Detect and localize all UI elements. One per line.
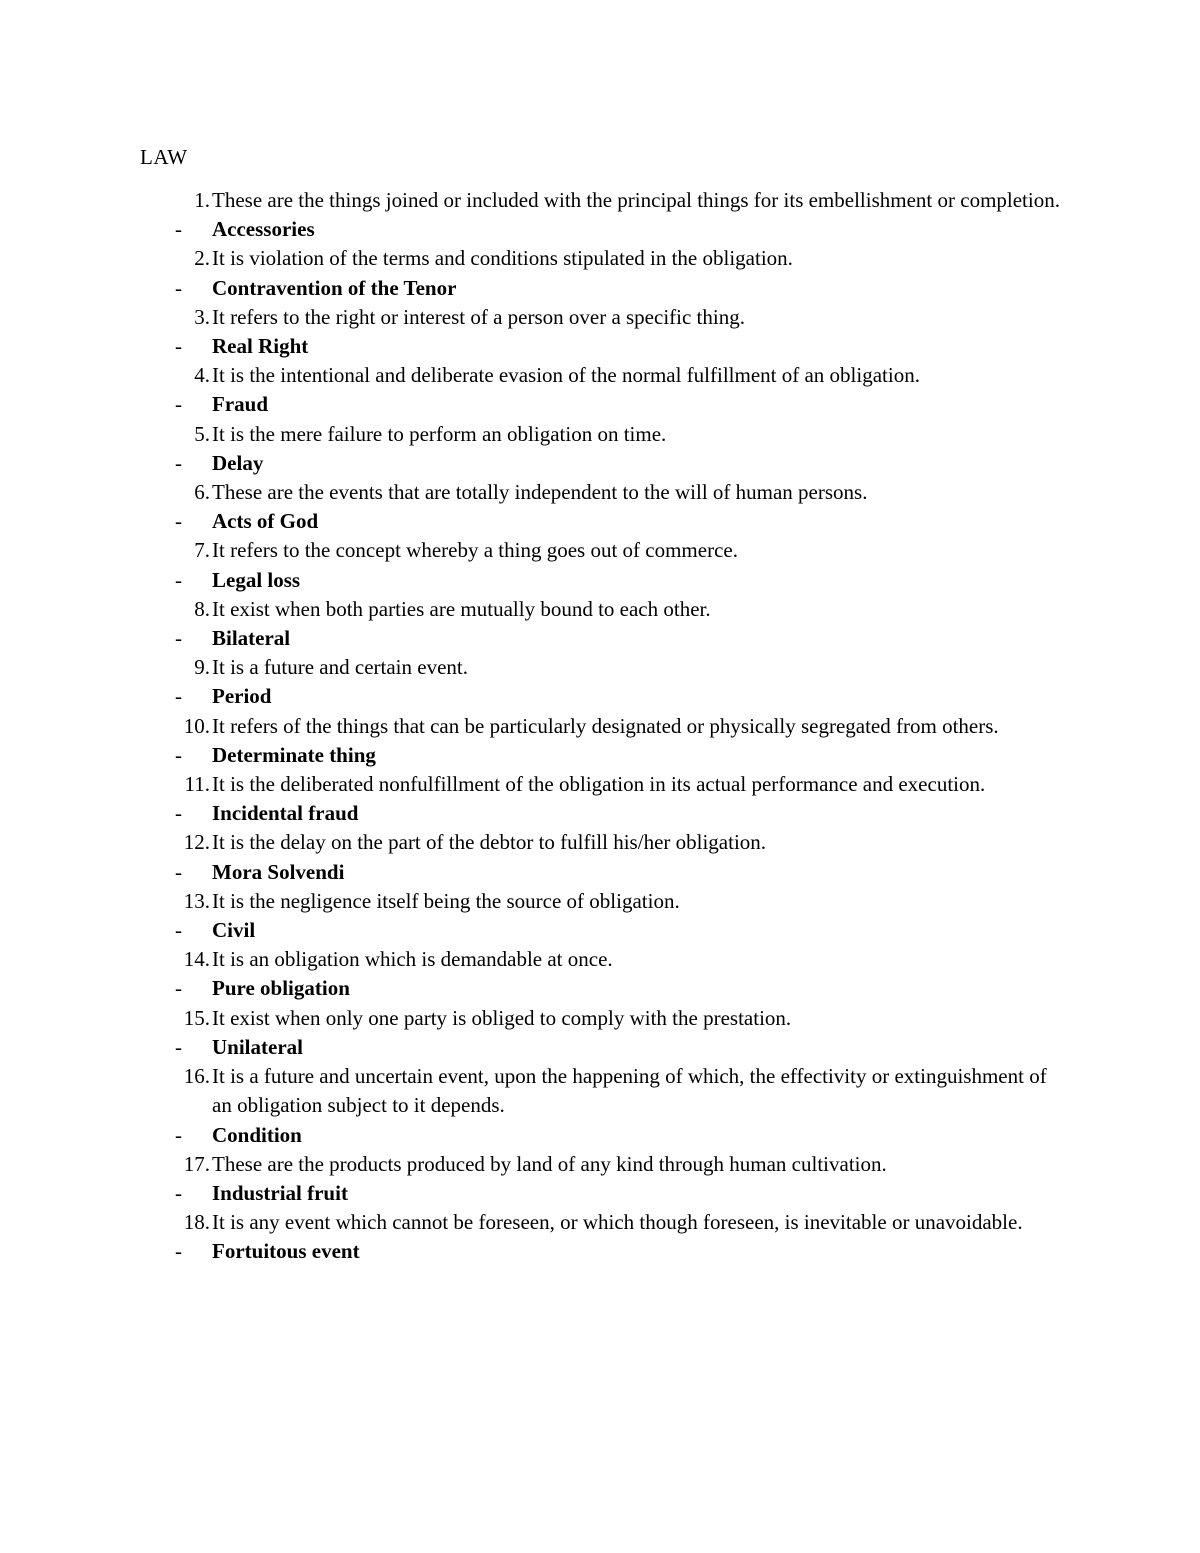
question-number bbox=[110, 186, 210, 215]
question-number bbox=[110, 1150, 210, 1179]
answer-dash: - bbox=[175, 509, 182, 534]
answer-item bbox=[140, 916, 1060, 945]
question-number bbox=[110, 595, 210, 624]
answer-item bbox=[140, 566, 1060, 595]
answer-item bbox=[140, 741, 1060, 770]
question-text: It is the delay on the part of the debtor to fulfill his/her obligation. bbox=[212, 830, 767, 855]
question-number-text: 15. bbox=[183, 1005, 210, 1030]
question-number-text: 7. bbox=[194, 538, 210, 563]
answer-dash: - bbox=[175, 1034, 182, 1059]
question-item bbox=[140, 1150, 1060, 1179]
question-number-text: 16. bbox=[183, 1064, 210, 1089]
question-text: It is a future and uncertain event, upon the happening of which, the effectivity or extinguishment of an obligation subject to it depends. bbox=[212, 1064, 1047, 1118]
question-number bbox=[110, 945, 210, 974]
question-item bbox=[140, 595, 1060, 624]
question-number-text: 1. bbox=[194, 188, 210, 212]
question-item bbox=[140, 478, 1060, 507]
question-number-text: 3. bbox=[194, 304, 210, 329]
answer-dash: - bbox=[175, 742, 182, 767]
answer-text: Real Right bbox=[212, 334, 309, 359]
question-number bbox=[110, 303, 210, 332]
answer-text: Fraud bbox=[212, 392, 269, 417]
question-number bbox=[110, 712, 210, 741]
answer-dash: - bbox=[175, 217, 182, 242]
question-number bbox=[110, 536, 210, 565]
question-item bbox=[140, 887, 1060, 916]
question-text: These are the products produced by land of any kind through human cultivation. bbox=[212, 1151, 887, 1176]
question-number-text: 12. bbox=[183, 830, 210, 855]
answer-text: Fortuitous event bbox=[212, 1239, 360, 1264]
question-number-text: 2. bbox=[194, 246, 210, 271]
answer-dash: - bbox=[175, 567, 182, 592]
answer-text: Accessories bbox=[212, 217, 315, 242]
answer-dash: - bbox=[175, 1180, 182, 1205]
question-text: It is the intentional and deliberate evasion of the normal fulfillment of an obligation. bbox=[212, 363, 920, 388]
question-number-text: 4. bbox=[194, 363, 210, 388]
question-text: It is the deliberated nonfulfillment of the obligation in its actual performance and execution. bbox=[212, 772, 986, 797]
answer-text: Pure obligation bbox=[212, 976, 350, 1001]
answer-text: Contravention of the Tenor bbox=[212, 275, 457, 300]
answer-dash: - bbox=[175, 684, 182, 709]
question-text: It is any event which cannot be foreseen, or which though foreseen, is inevitable or unavoidable. bbox=[212, 1210, 1023, 1235]
document-title: LAW bbox=[140, 145, 188, 169]
answer-item bbox=[140, 390, 1060, 419]
question-item bbox=[140, 1208, 1060, 1237]
answer-text: Mora Solvendi bbox=[212, 859, 345, 884]
question-number bbox=[110, 1062, 210, 1091]
answer-item bbox=[140, 215, 1060, 244]
answer-text: Incidental fraud bbox=[212, 801, 359, 826]
question-number-text: 13. bbox=[183, 888, 210, 913]
answer-item bbox=[140, 799, 1060, 828]
question-number-text: 9. bbox=[194, 655, 210, 680]
question-number-text: 18. bbox=[183, 1210, 210, 1235]
question-list bbox=[140, 186, 1060, 1267]
answer-item bbox=[140, 1033, 1060, 1062]
question-text: These are the events that are totally independent to the will of human persons. bbox=[212, 480, 868, 505]
answer-dash: - bbox=[175, 801, 182, 826]
answer-dash: - bbox=[175, 976, 182, 1001]
question-number bbox=[110, 361, 210, 390]
answer-item bbox=[140, 1237, 1060, 1266]
question-number bbox=[110, 770, 210, 799]
question-text: It exist when both parties are mutually bound to each other. bbox=[212, 596, 711, 621]
answer-text: Unilateral bbox=[212, 1034, 303, 1059]
question-item bbox=[140, 945, 1060, 974]
question-number-text: 14. bbox=[183, 947, 210, 972]
answer-item bbox=[140, 507, 1060, 536]
answer-item bbox=[140, 449, 1060, 478]
answer-text: Delay bbox=[212, 450, 264, 475]
answer-dash: - bbox=[175, 275, 182, 300]
answer-item bbox=[140, 624, 1060, 653]
answer-text: Period bbox=[212, 684, 272, 709]
question-item bbox=[140, 1004, 1060, 1033]
answer-text: Industrial fruit bbox=[212, 1180, 348, 1205]
question-number bbox=[110, 420, 210, 449]
answer-text: Condition bbox=[212, 1122, 302, 1147]
question-number-text: 5. bbox=[194, 421, 210, 446]
question-text: It refers to the concept whereby a thing goes out of commerce. bbox=[212, 538, 738, 563]
answer-dash: - bbox=[175, 392, 182, 417]
question-number bbox=[110, 828, 210, 857]
answer-text: Acts of God bbox=[212, 509, 319, 534]
question-number-text: 6. bbox=[194, 480, 210, 505]
answer-dash: - bbox=[175, 450, 182, 475]
question-number bbox=[110, 1004, 210, 1033]
question-item bbox=[140, 712, 1060, 741]
answer-item bbox=[140, 858, 1060, 887]
question-text: It refers to the right or interest of a person over a specific thing. bbox=[212, 304, 745, 329]
question-item bbox=[140, 186, 1060, 215]
question-text: It is the mere failure to perform an obligation on time. bbox=[212, 421, 667, 446]
question-number-text: 10. bbox=[183, 713, 210, 738]
answer-dash: - bbox=[175, 859, 182, 884]
question-text: These are the things joined or included with the principal things for its embellishment or completion. bbox=[212, 188, 1060, 212]
answer-item bbox=[140, 974, 1060, 1003]
question-text: It is a future and certain event. bbox=[212, 655, 468, 680]
question-text: It refers of the things that can be particularly designated or physically segregated from others. bbox=[212, 713, 999, 738]
question-item bbox=[140, 653, 1060, 682]
question-text: It is violation of the terms and conditions stipulated in the obligation. bbox=[212, 246, 793, 271]
question-number-text: 8. bbox=[194, 596, 210, 621]
answer-dash: - bbox=[175, 334, 182, 359]
question-item bbox=[140, 303, 1060, 332]
question-number bbox=[110, 653, 210, 682]
question-text: It is the negligence itself being the source of obligation. bbox=[212, 888, 680, 913]
question-number-text: 11. bbox=[184, 772, 210, 797]
answer-item bbox=[140, 682, 1060, 711]
question-number bbox=[110, 478, 210, 507]
answer-dash: - bbox=[175, 1239, 182, 1264]
question-number bbox=[110, 244, 210, 273]
question-text: It is an obligation which is demandable at once. bbox=[212, 947, 613, 972]
question-item bbox=[140, 244, 1060, 273]
question-text: It exist when only one party is obliged to comply with the prestation. bbox=[212, 1005, 792, 1030]
question-item bbox=[140, 770, 1060, 799]
answer-text: Bilateral bbox=[212, 626, 291, 651]
question-number-text: 17. bbox=[183, 1151, 210, 1176]
answer-text: Civil bbox=[212, 918, 256, 943]
answer-text: Determinate thing bbox=[212, 742, 376, 767]
answer-text: Legal loss bbox=[212, 567, 301, 592]
answer-item bbox=[140, 274, 1060, 303]
question-item bbox=[140, 420, 1060, 449]
answer-dash: - bbox=[175, 918, 182, 943]
question-item bbox=[140, 1062, 1060, 1120]
question-number bbox=[110, 1208, 210, 1237]
answer-item bbox=[140, 1179, 1060, 1208]
question-item bbox=[140, 536, 1060, 565]
answer-dash: - bbox=[175, 626, 182, 651]
question-number bbox=[110, 887, 210, 916]
answer-item bbox=[140, 1121, 1060, 1150]
answer-item bbox=[140, 332, 1060, 361]
question-item bbox=[140, 828, 1060, 857]
answer-dash: - bbox=[175, 1122, 182, 1147]
question-item bbox=[140, 361, 1060, 390]
